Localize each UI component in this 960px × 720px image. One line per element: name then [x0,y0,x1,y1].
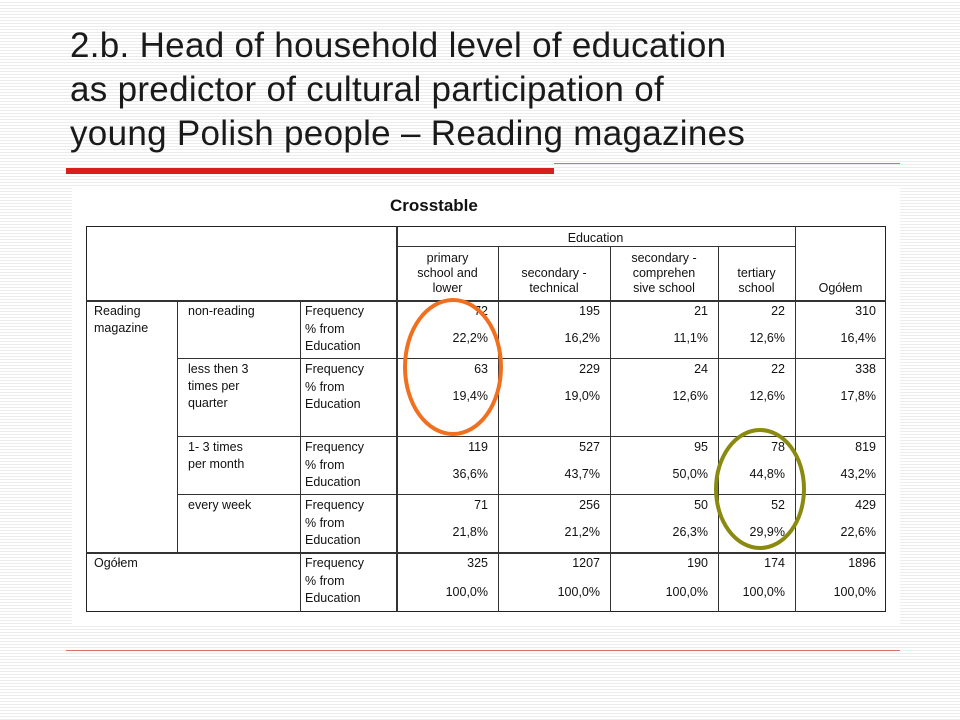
frequency-value: 229 [579,362,600,376]
total-frequency-value: 1896 [848,556,876,570]
row-category-label: less then 3 [188,362,249,376]
column-header: primary [426,251,469,265]
total-frequency-value: 190 [687,556,708,570]
row-category-label: times per [188,379,240,393]
percent-value: 21,8% [452,525,488,539]
total-percent-value: 100,0% [833,585,876,599]
percent-value: 36,6% [452,467,488,481]
total-percent-value: 100,0% [742,585,785,599]
row-group-label: magazine [94,321,149,335]
measure-label-percent: Education [305,591,361,605]
title-line-3: young Polish people – Reading magazines [70,114,746,153]
percent-value: 22,2% [452,331,488,345]
row-label-divider [177,300,178,552]
title-line-2: as predictor of cultural participation of [70,70,664,109]
measure-label-percent: % from [305,380,345,394]
footer-divider [66,650,900,651]
frequency-value: 338 [855,362,876,376]
measure-label-percent: % from [305,458,345,472]
total-frequency-value: 1207 [572,556,600,570]
frequency-value: 310 [855,304,876,318]
row-category-label: non-reading [188,304,255,318]
total-label: Ogółem [94,556,138,570]
percent-value: 17,8% [840,389,876,403]
frequency-value: 21 [694,304,708,318]
measure-label-percent: % from [305,322,345,336]
header-bottom-rule [86,300,886,302]
frequency-value: 71 [474,498,488,512]
measure-label-percent: Education [305,339,361,353]
frequency-value: 72 [474,304,488,318]
percent-value: 43,7% [564,467,600,481]
column-header: sive school [633,281,695,295]
frequency-value: 819 [855,440,876,454]
frequency-value: 256 [579,498,600,512]
title-underline-thin [554,163,900,164]
measure-label-percent: Education [305,475,361,489]
measure-label-frequency: Frequency [305,362,365,376]
percent-value: 26,3% [672,525,708,539]
column-header: comprehen [632,266,696,280]
measure-label-frequency: Frequency [305,498,365,512]
column-header: secondary - [521,266,587,280]
percent-value: 16,4% [840,331,876,345]
column-header: technical [529,281,579,295]
frequency-value: 195 [579,304,600,318]
row-label-divider [300,300,301,612]
row-category-label: every week [188,498,252,512]
row-group-label: Reading [94,304,141,318]
measure-label-frequency: Frequency [305,304,365,318]
total-divider [86,552,886,554]
column-header: secondary - [631,251,697,265]
measure-label-frequency: Frequency [305,440,365,454]
column-header: tertiary [737,266,776,280]
row-category-label: 1- 3 times [188,440,243,454]
measure-label-percent: % from [305,574,345,588]
column-header: lower [432,281,463,295]
column-header: school and [417,266,478,280]
frequency-value: 22 [771,304,785,318]
crosstable-caption: Crosstable [390,196,478,215]
title-line-1: 2.b. Head of household level of education [70,26,727,65]
frequency-value: 527 [579,440,600,454]
percent-value: 21,2% [564,525,600,539]
total-frequency-value: 174 [764,556,785,570]
percent-value: 11,1% [673,331,708,345]
row-category-label: per month [188,457,245,471]
total-frequency-value: 325 [467,556,488,570]
percent-value: 16,2% [564,331,600,345]
percent-value: 22,6% [840,525,876,539]
percent-value: 19,4% [452,389,488,403]
total-percent-value: 100,0% [665,585,708,599]
percent-value: 12,6% [749,331,785,345]
frequency-value: 22 [771,362,785,376]
header-education: Education [567,231,624,245]
highlight-circle-tertiary-column [714,428,806,550]
column-header: Ogółem [818,281,863,295]
measure-label-frequency: Frequency [305,556,365,570]
total-percent-value: 100,0% [445,585,488,599]
header-divider [396,246,795,247]
frequency-value: 119 [468,440,488,454]
measure-label-percent: Education [305,397,361,411]
measure-label-percent: Education [305,533,361,547]
slide-title [70,24,930,156]
frequency-value: 63 [474,362,488,376]
percent-value: 19,0% [564,389,600,403]
column-header: school [738,281,775,295]
frequency-value: 24 [694,362,708,376]
row-category-label: quarter [188,396,228,410]
title-underline-accent [66,168,554,174]
frequency-value: 95 [694,440,708,454]
frequency-value: 429 [855,498,876,512]
measure-label-percent: % from [305,516,345,530]
total-percent-value: 100,0% [557,585,600,599]
percent-value: 12,6% [749,389,785,403]
highlight-circle-primary-column [403,298,503,436]
category-divider [177,358,886,359]
frequency-value: 52 [771,498,785,512]
percent-value: 12,6% [672,389,708,403]
percent-value: 43,2% [840,467,876,481]
percent-value: 50,0% [672,467,708,481]
frequency-value: 78 [771,440,785,454]
frequency-value: 50 [694,498,708,512]
percent-value: 44,8% [749,467,785,481]
percent-value: 29,9% [749,525,785,539]
